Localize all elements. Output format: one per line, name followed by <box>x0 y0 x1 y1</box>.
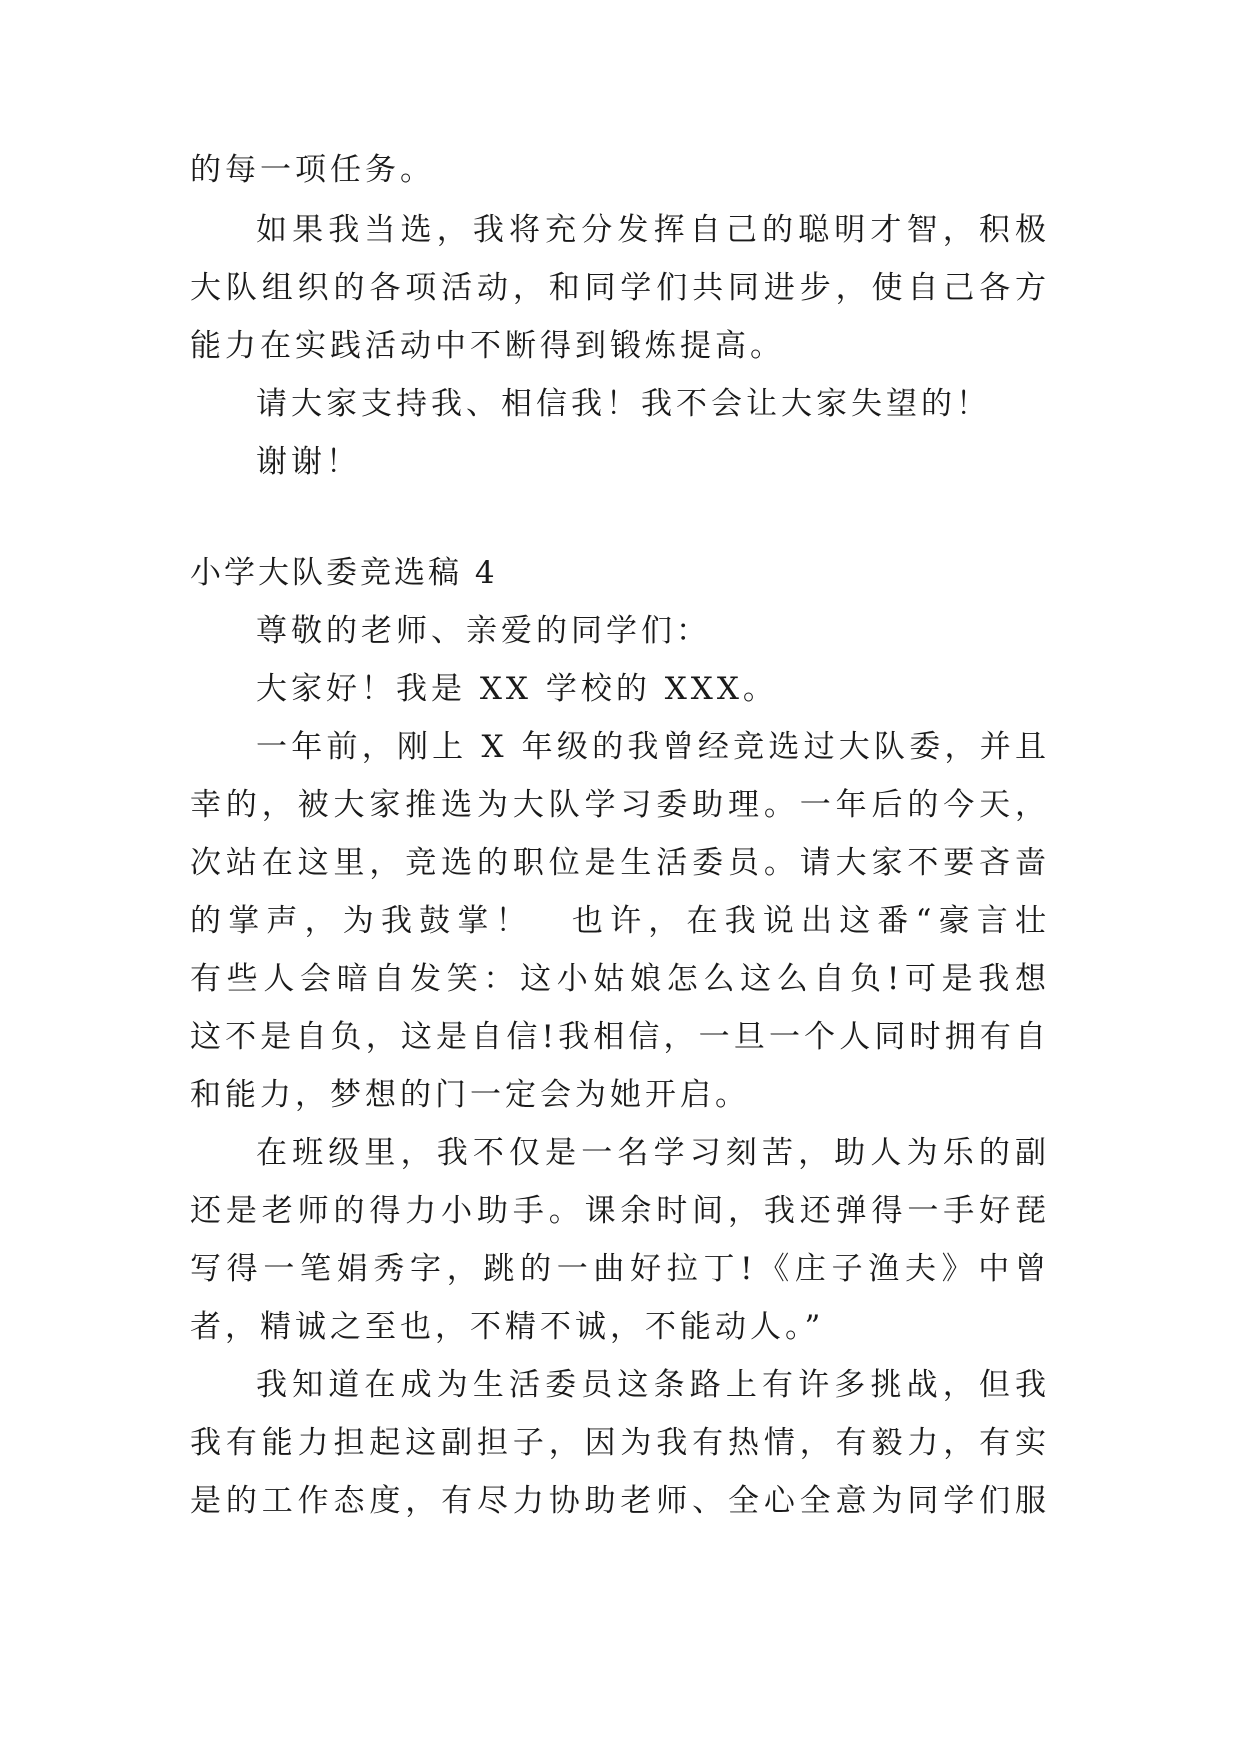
text-line: 的每一项任务。 <box>190 152 435 188</box>
text-line: 幸的，被大家推选为大队学习委助理。一年后的今天， <box>190 787 1050 823</box>
section-title: 小学大队委竞选稿 4 <box>190 555 498 591</box>
text-line: 大队组织的各项活动，和同学们共同进步，使自己各方 <box>190 270 1050 306</box>
text-line: 和能力，梦想的门一定会为她开启。 <box>190 1077 750 1113</box>
text-line: 能力在实践活动中不断得到锻炼提高。 <box>190 328 785 364</box>
paragraph-first-line: 在班级里，我不仅是一名学习刻苦，助人为乐的副 <box>256 1135 1050 1171</box>
text-line: 的掌声，为我鼓掌！ 也许，在我说出这番“豪言壮 <box>190 903 1050 939</box>
text-line: 这不是自负，这是自信!我相信，一旦一个人同时拥有自 <box>190 1019 1050 1055</box>
text-line: 次站在这里，竞选的职位是生活委员。请大家不要吝啬 <box>190 845 1050 881</box>
text-line: 是的工作态度，有尽力协助老师、全心全意为同学们服 <box>190 1483 1050 1519</box>
salutation: 尊敬的老师、亲爱的同学们： <box>256 613 711 649</box>
text-line: 有些人会暗自发笑：这小姑娘怎么这么自负!可是我想 <box>190 961 1050 997</box>
paragraph-first-line: 我知道在成为生活委员这条路上有许多挑战，但我 <box>256 1367 1050 1403</box>
text-line: 我有能力担起这副担子，因为我有热情，有毅力，有实 <box>190 1425 1050 1461</box>
paragraph-first-line: 谢谢！ <box>256 444 361 480</box>
text-line: 者，精诚之至也，不精不诚，不能动人。” <box>190 1309 825 1345</box>
greeting: 大家好！我是 XX 学校的 XXX。 <box>256 671 778 707</box>
paragraph-first-line: 如果我当选，我将充分发挥自己的聪明才智，积极 <box>256 212 1050 248</box>
paragraph-first-line: 请大家支持我、相信我！我不会让大家失望的！ <box>256 386 991 422</box>
paragraph-first-line: 一年前，刚上 X 年级的我曾经竞选过大队委，并且 <box>256 729 1050 765</box>
text-line: 写得一笔娟秀字，跳的一曲好拉丁!《庄子渔夫》中曾 <box>190 1251 1050 1287</box>
text-line: 还是老师的得力小助手。课余时间，我还弹得一手好琵 <box>190 1193 1050 1229</box>
